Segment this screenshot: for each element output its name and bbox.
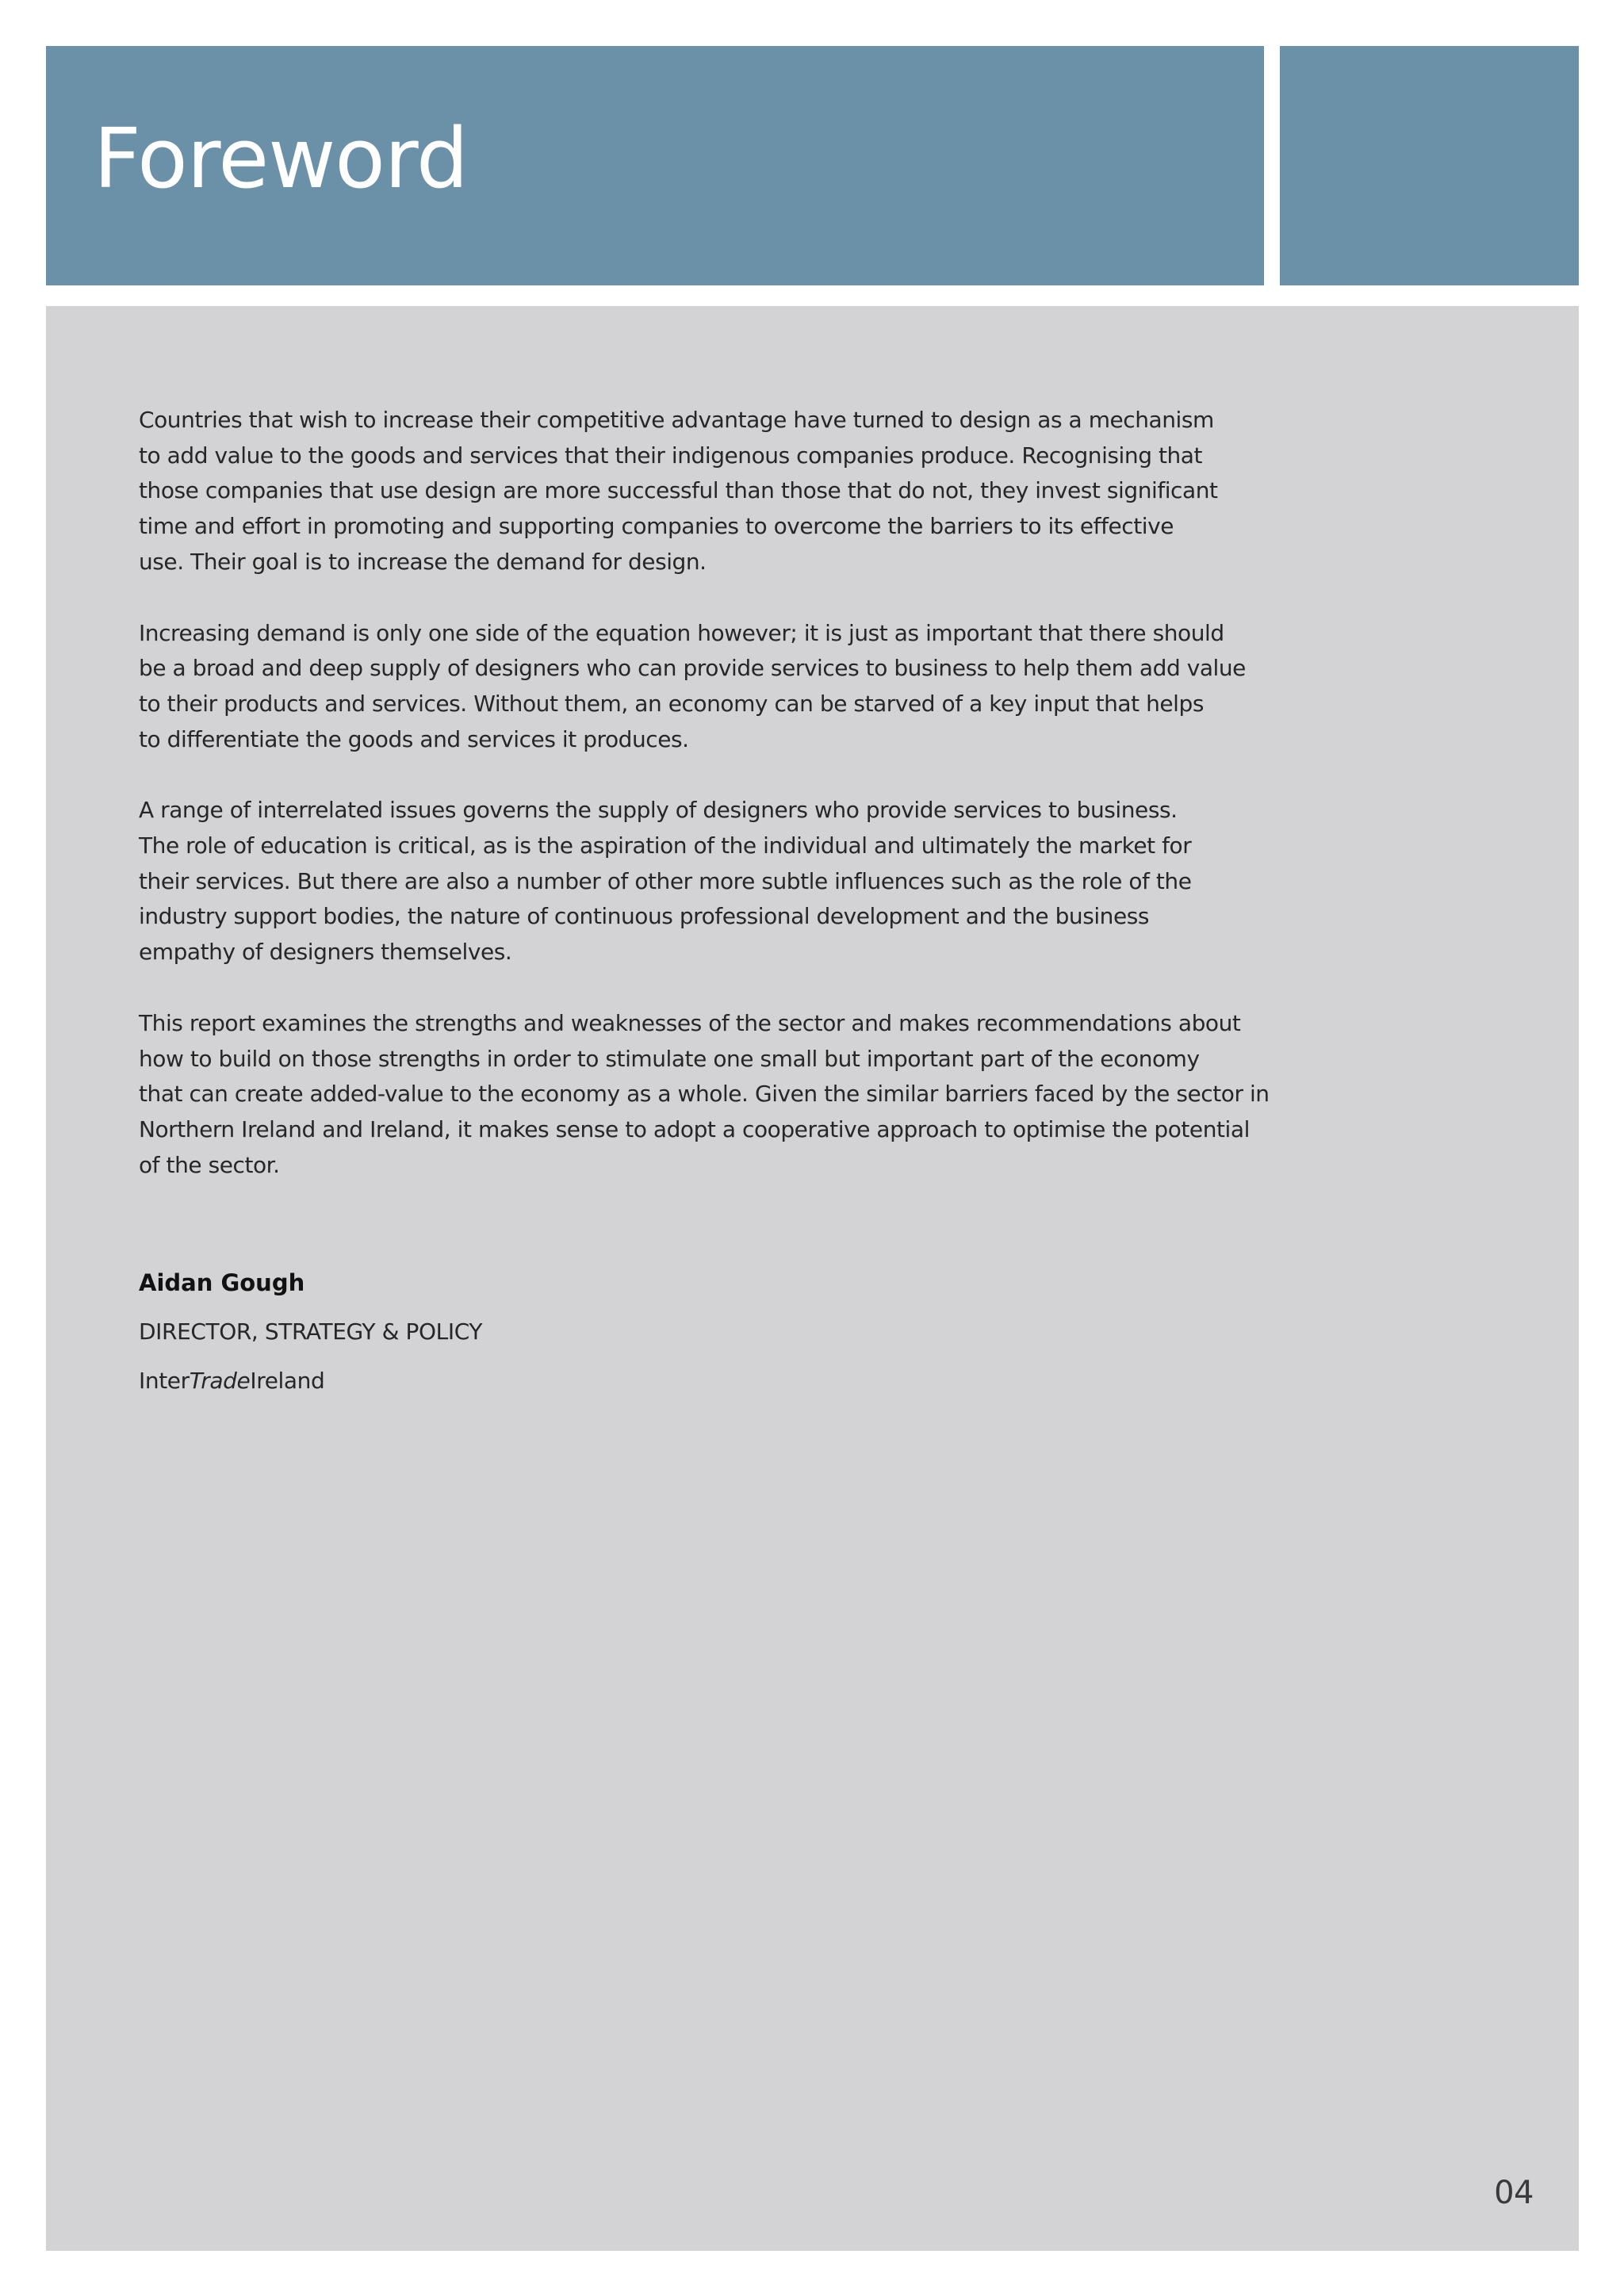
paragraph: Countries that wish to increase their competitive advantage have turned to design as a mechanism to add value to the goods and services that their indigenous companies produce. Recognising that those companies that use design are more successful than those that do not, they invest significant time and effort in promoting and supporting companies to overcome the barriers to its effective use. Their goal is to increase the demand for design. bbox=[139, 407, 1218, 575]
foreword-body bbox=[139, 403, 1297, 1219]
signatory-role: DIRECTOR, STRATEGY & POLICY bbox=[139, 1318, 483, 1345]
org-suffix: Ireland bbox=[250, 1368, 325, 1394]
signatory-name: Aidan Gough bbox=[139, 1269, 305, 1296]
paragraph: This report examines the strengths and weaknesses of the sector and makes recommendations about how to build on those strengths in order to stimulate one small but important part of the economy that can create added-value to the economy as a whole. Given the similar barriers faced by the sector in Northern Ireland and Ireland, it makes sense to adopt a cooperative approach to optimise the potential of the sector. bbox=[139, 1009, 1270, 1178]
signatory-organisation bbox=[139, 1365, 482, 1397]
org-italic: Trade bbox=[189, 1368, 251, 1394]
page-number: 04 bbox=[1494, 2175, 1534, 2211]
signoff-block bbox=[139, 1267, 482, 1414]
header-side-block bbox=[1280, 46, 1579, 285]
paragraph: Increasing demand is only one side of the equation however; it is just as important that there should be a broad and deep supply of designers who can provide services to business to help them add value to their products and services. Without them, an economy can be starved of a key input that helps to differentiate the goods and services it produces. bbox=[139, 619, 1246, 752]
org-prefix: Inter bbox=[139, 1368, 190, 1394]
paragraph: A range of interrelated issues governs the supply of designers who provide services to business. The role of education is critical, as is the aspiration of the individual and ultimately the market for their services. But there are also a number of other more subtle influences such as the role of the industry support bodies, the nature of continuous professional development and the business empathy of designers themselves. bbox=[139, 797, 1192, 966]
page-title: Foreword bbox=[94, 110, 468, 207]
